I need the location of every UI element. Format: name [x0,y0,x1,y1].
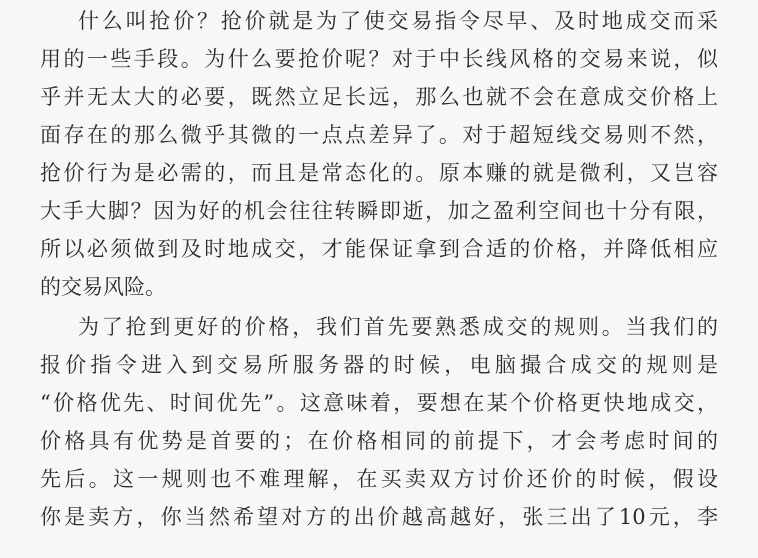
text-line: 什么叫抢价？抢价就是为了使交易指令尽早、及时地成交而采 [78,9,718,33]
text-line: 所以必须做到及时地成交，才能保证拿到合适的价格，并降低相应 [40,237,718,261]
text-line: 抢价行为是必需的，而且是常态化的。原本赚的就是微利，又岂容 [40,161,718,185]
text-line: 价格具有优势是首要的；在价格相同的前提下，才会考虑时间的 [40,429,718,453]
text-line: 大手大脚？因为好的机会往往转瞬即逝，加之盈利空间也十分有限， [40,199,718,223]
text-line: 为了抢到更好的价格，我们首先要熟悉成交的规则。当我们的 [78,315,718,339]
text-line: 先后。这一规则也不难理解，在买卖双方讨价还价的时候，假设 [40,467,718,491]
text-line: 你是卖方，你当然希望对方的出价越高越好，张三出了10元，李 [40,505,718,529]
text-line: “价格优先、时间优先”。这意味着，要想在某个价格更快地成交， [40,391,718,415]
text-line: 乎并无太大的必要，既然立足长远，那么也就不会在意成交价格上 [40,85,718,109]
text-line: 用的一些手段。为什么要抢价呢？对于中长线风格的交易来说，似 [40,47,718,71]
text-line: 报价指令进入到交易所服务器的时候，电脑撮合成交的规则是 [40,353,718,377]
text-line: 的交易风险。 [40,275,166,299]
text-line: 面存在的那么微乎其微的一点点差异了。对于超短线交易则不然， [40,123,718,147]
